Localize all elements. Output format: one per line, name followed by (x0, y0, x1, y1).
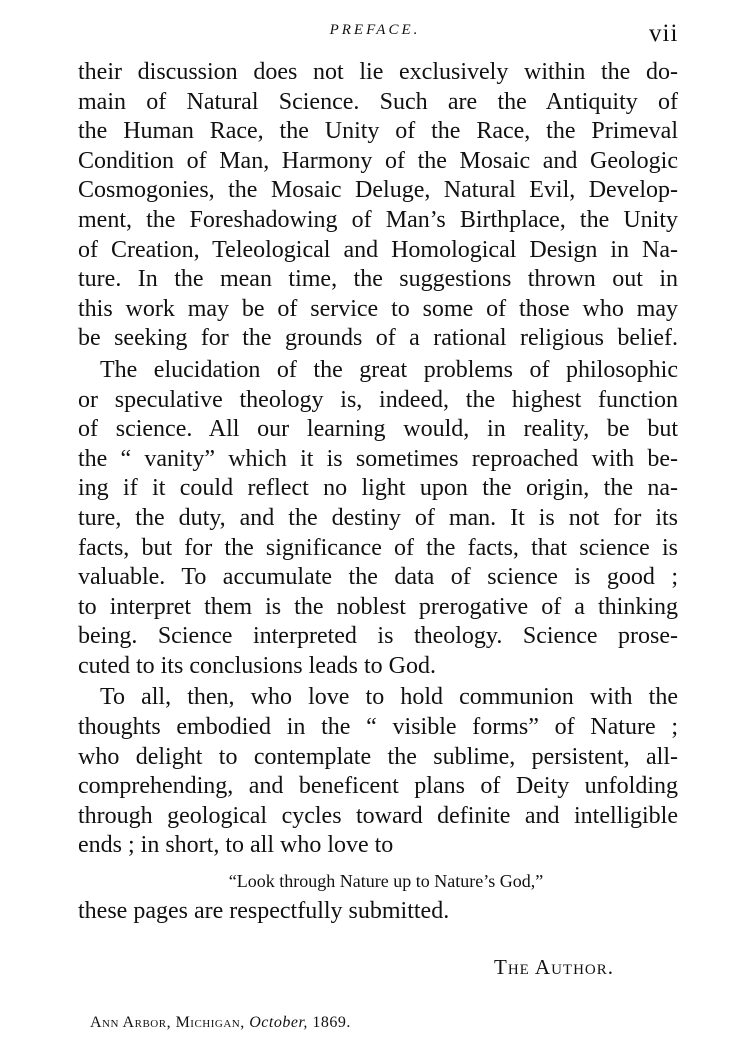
running-title: PREFACE. (329, 22, 421, 38)
text-line: To all, then, who love to hold communion with the (100, 684, 678, 711)
text-line: through geological cycles toward definite and intelligible (78, 802, 678, 829)
text-line: to interpret them is the noblest prerogative of a thinking (78, 593, 678, 620)
dateline-place: Ann Arbor, Michigan, (90, 1014, 245, 1031)
text-line: of Creation, Teleological and Homological Design in Na- (78, 236, 678, 263)
paragraph-1 (78, 58, 678, 354)
text-line: or speculative theology is, indeed, the highest function (78, 386, 678, 413)
text-line: Condition of Man, Harmony of the Mosaic and Geologic (78, 147, 678, 174)
text-line: their discussion does not lie exclusively within the do- (78, 59, 678, 85)
text-line: be seeking for the grounds of a rational religious belief. (78, 325, 678, 352)
text-line: facts, but for the significance of the facts, that science is (78, 534, 678, 561)
dateline-month: October, (249, 1014, 308, 1031)
body-text (78, 58, 678, 927)
text-line: Cosmogonies, the Mosaic Deluge, Natural Evil, Develop- (78, 177, 678, 204)
text-line: ture, the duty, and the destiny of man. It is not for its (78, 504, 678, 531)
paragraph-3 (78, 683, 678, 861)
text-line: who delight to contemplate the sublime, persistent, all- (78, 743, 678, 770)
text-line: the “ vanity” which it is sometimes reproached with be- (78, 445, 678, 472)
text-line: valuable. To accumulate the data of science is good ; (78, 564, 678, 591)
text-line: being. Science interpreted is theology. Science prose- (78, 623, 678, 650)
text-line: ment, the Foreshadowing of Man’s Birthplace, the Unity (78, 206, 678, 233)
text-line: ing if it could reflect no light upon the origin, the na- (78, 475, 678, 502)
dateline (90, 1014, 351, 1032)
dateline-year: 1869. (312, 1014, 351, 1031)
text-line: the Human Race, the Unity of the Race, the Primeval (78, 118, 678, 145)
text-line: ends ; in short, to all who love to (78, 832, 394, 859)
closing-line: these pages are respectfully submitted. (78, 898, 450, 925)
epigraph-quote: “Look through Nature up to Nature’s God,” (228, 871, 544, 892)
running-head (0, 20, 750, 50)
page-number: vii (649, 20, 679, 47)
text-line: comprehending, and beneficent plans of Deity unfolding (78, 773, 678, 800)
text-line: cuted to its conclusions leads to God. (78, 652, 436, 679)
text-line: thoughts embodied in the “ visible forms” of Nature ; (78, 714, 678, 741)
text-line: main of Natural Science. Such are the Antiquity of (78, 88, 678, 115)
text-line: ture. In the mean time, the suggestions thrown out in (78, 266, 678, 293)
text-line: of science. All our learning would, in reality, be but (78, 416, 678, 443)
signature: The Author. (494, 955, 614, 979)
text-line: The elucidation of the great problems of philosophic (100, 356, 678, 383)
text-line: this work may be of service to some of those who may (78, 295, 678, 322)
paragraph-2 (78, 356, 678, 682)
